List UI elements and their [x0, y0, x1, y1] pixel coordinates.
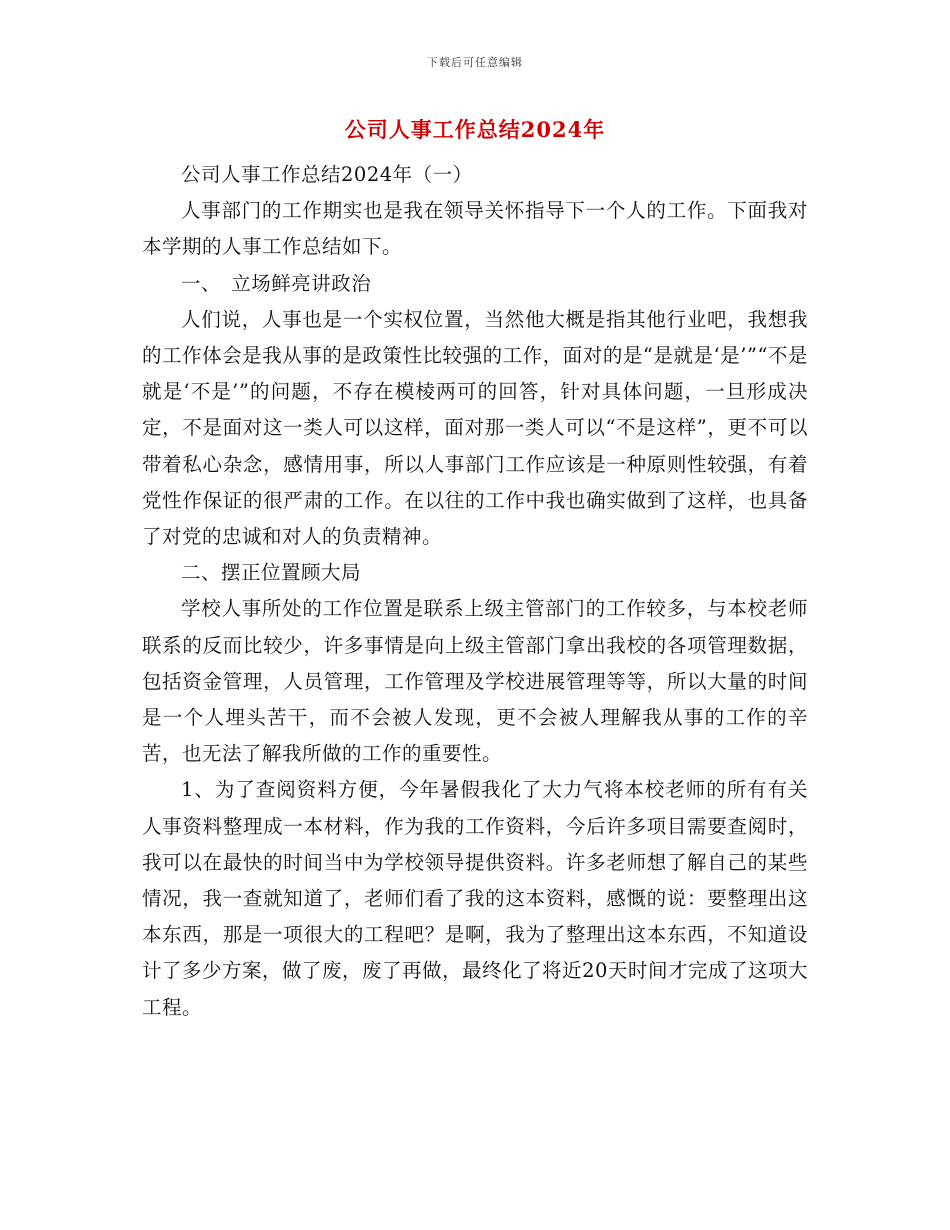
body-paragraph: 人事部门的工作期实也是我在领导关怀指导下一个人的工作。下面我对本学期的人事工作总结如下。: [142, 199, 808, 259]
body-paragraph: 人们说，人事也是一个实权位置，当然他大概是指其他行业吧，我想我的工作体会是我从事的是政策性比较强的工作，面对的是“是就是‘是’”“不是就是‘不是’”的问题，不存在模棱两可的回答，针对具体问题，一旦形成决定，不是面对这一类人可以这样，面对那一类人可以“不是这样”，更不可以带着私心杂念，感情用事，所以人事部门工作应该是一种原则性较强，有着党性作保证的很严肃的工作。在以往的工作中我也确实做到了这样，也具备了对党的忠诚和对人的负责精神。: [142, 307, 808, 549]
subtitle-paragraph: 公司人事工作总结2024年（一）: [181, 163, 473, 186]
body-paragraph: 1、为了查阅资料方便，今年暑假我化了大力气将本校老师的所有有关人事资料整理成一本材料，作为我的工作资料，今后许多项目需要查阅时，我可以在最快的时间当中为学校领导提供资料。许多老师想了解自己的某些情况，我一查就知道了，老师们看了我的这本资料，感慨的说：要整理出这本东西，那是一项很大的工程吧？是啊，我为了整理出这本东西，不知道设计了多少方案，做了废，废了再做，最终化了将近20天时间才完成了这项大工程。: [142, 778, 808, 1019]
document-body: [142, 157, 808, 1026]
document-title: 公司人事工作总结2024年: [344, 117, 606, 142]
section-heading: 一、 立场鲜亮讲政治: [181, 271, 372, 295]
header-note: 下载后可任意编辑: [427, 56, 523, 69]
section-heading: 二、摆正位置顾大局: [181, 561, 362, 585]
body-paragraph: 学校人事所处的工作位置是联系上级主管部门的工作较多，与本校老师联系的反而比较少，许多事情是向上级主管部门拿出我校的各项管理数据，包括资金管理，人员管理，工作管理及学校进展管理等等，所以大量的时间是一个人埋头苦干，而不会被人发现，更不会被人理解我从事的工作的辛苦，也无法了解我所做的工作的重要性。: [142, 597, 808, 766]
